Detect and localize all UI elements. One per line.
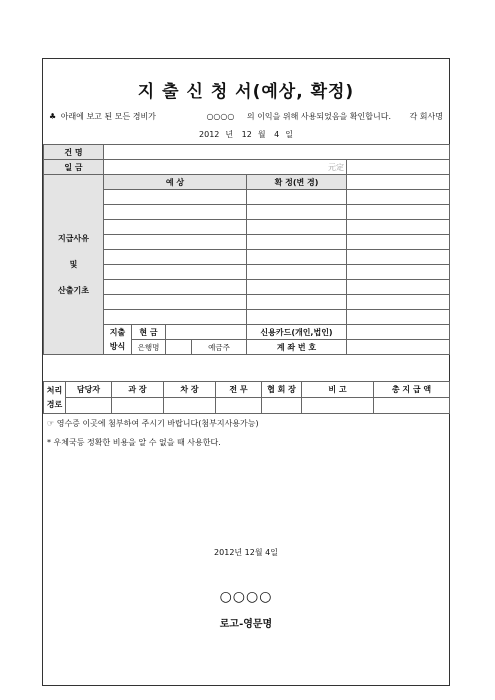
expected-row[interactable] <box>104 265 247 280</box>
reason-label-1: 지급사유 <box>58 233 89 243</box>
signature-box[interactable] <box>164 398 216 414</box>
extra-row[interactable] <box>347 280 450 295</box>
date-year-unit: 년 <box>225 130 234 139</box>
expected-row[interactable] <box>104 295 247 310</box>
reason-label-3: 산출기초 <box>58 285 89 295</box>
card-field[interactable] <box>347 325 450 340</box>
amount-label: 일 금 <box>44 160 104 175</box>
note-receipt: ☞ 영수증 이곳에 첨부하여 주시기 바랍니다(첨부지사용가능) <box>47 419 259 428</box>
form-title: 지 출 신 청 서(예상, 확정) <box>137 82 355 102</box>
remarks-field[interactable] <box>302 398 374 414</box>
extra-row[interactable] <box>347 310 450 325</box>
total-header: 총 지 급 액 <box>374 382 450 398</box>
extra-row[interactable] <box>347 235 450 250</box>
bank-label: 은행명 <box>132 340 166 355</box>
signature-box[interactable] <box>112 398 164 414</box>
expected-row[interactable] <box>104 220 247 235</box>
expected-row[interactable] <box>104 310 247 325</box>
extra-row[interactable] <box>347 295 450 310</box>
approval-table <box>43 381 450 414</box>
confirmed-header: 확 정(변 경) <box>247 175 347 190</box>
method-label <box>104 325 132 355</box>
footer-logo-text: 로고-영문명 <box>219 619 273 630</box>
extra-row[interactable] <box>347 190 450 205</box>
confirmed-row[interactable] <box>247 235 347 250</box>
holder-label: 예금주 <box>192 340 247 355</box>
extra-row[interactable] <box>347 205 450 220</box>
date-month: 12 <box>241 130 252 139</box>
account-label: 계 좌 번 호 <box>247 340 347 355</box>
date-month-unit: 월 <box>257 130 266 139</box>
expected-row[interactable] <box>104 280 247 295</box>
confirmed-row[interactable] <box>247 295 347 310</box>
club-icon: ♣ <box>49 112 57 121</box>
extra-row[interactable] <box>347 250 450 265</box>
notice-company: 각 회사명 <box>409 112 443 121</box>
approver-header: 과 장 <box>112 382 164 398</box>
notice-org: ○○○○ <box>206 112 235 121</box>
signature-box[interactable] <box>66 398 112 414</box>
method-label-2: 방식 <box>109 341 126 351</box>
expense-form <box>42 58 450 686</box>
confirmed-row[interactable] <box>247 265 347 280</box>
expense-table <box>43 144 450 355</box>
extra-row[interactable] <box>347 265 450 280</box>
route-label-2: 경로 <box>46 399 63 409</box>
account-field[interactable] <box>347 340 450 355</box>
subject-field[interactable] <box>104 145 450 160</box>
notice-text-1: 아래에 보고 된 모든 경비가 <box>60 112 156 121</box>
signature-box[interactable] <box>216 398 262 414</box>
expected-row[interactable] <box>104 205 247 220</box>
footer-org: ○○○○ <box>219 589 273 605</box>
expected-row[interactable] <box>104 190 247 205</box>
extra-row[interactable] <box>347 220 450 235</box>
amount-field[interactable]: 元定 <box>104 160 347 175</box>
reason-label <box>44 175 104 355</box>
remarks-header: 비 고 <box>302 382 374 398</box>
cash-label: 현 금 <box>132 325 166 340</box>
confirmed-row[interactable] <box>247 280 347 295</box>
approver-header: 담당자 <box>66 382 112 398</box>
footer-date: 2012년 12월 4일 <box>214 548 278 557</box>
approver-header: 협 회 장 <box>262 382 302 398</box>
date-day-unit: 일 <box>285 130 293 139</box>
card-label: 신용카드(개인,법인) <box>247 325 347 340</box>
subject-label: 건 명 <box>44 145 104 160</box>
expected-row[interactable] <box>104 235 247 250</box>
notice-text-2: 의 이익을 위해 사용되었음을 확인합니다. <box>246 112 392 121</box>
header-date <box>43 129 449 140</box>
total-field[interactable] <box>374 398 450 414</box>
date-year: 2012 <box>199 130 220 139</box>
approver-header: 차 장 <box>164 382 216 398</box>
confirmed-row[interactable] <box>247 310 347 325</box>
cash-field[interactable] <box>166 325 247 340</box>
confirmed-row[interactable] <box>247 250 347 265</box>
confirmation-notice <box>49 111 445 122</box>
note-postal: * 우체국등 정확한 비용을 알 수 없을 때 사용한다. <box>47 438 221 447</box>
reason-label-2: 및 <box>69 259 78 269</box>
approver-header: 전 무 <box>216 382 262 398</box>
route-label <box>44 382 66 414</box>
confirmed-row[interactable] <box>247 205 347 220</box>
confirmed-row[interactable] <box>247 190 347 205</box>
method-label-1: 지출 <box>109 327 126 337</box>
amount-extra-field[interactable] <box>347 160 450 175</box>
notes <box>47 414 259 452</box>
confirmed-row[interactable] <box>247 220 347 235</box>
expected-header: 예 상 <box>104 175 247 190</box>
signature-box[interactable] <box>262 398 302 414</box>
expected-row[interactable] <box>104 250 247 265</box>
route-label-1: 처리 <box>46 385 63 395</box>
bank-field[interactable] <box>166 340 192 355</box>
extra-header <box>347 175 450 190</box>
date-day: 4 <box>274 130 280 139</box>
